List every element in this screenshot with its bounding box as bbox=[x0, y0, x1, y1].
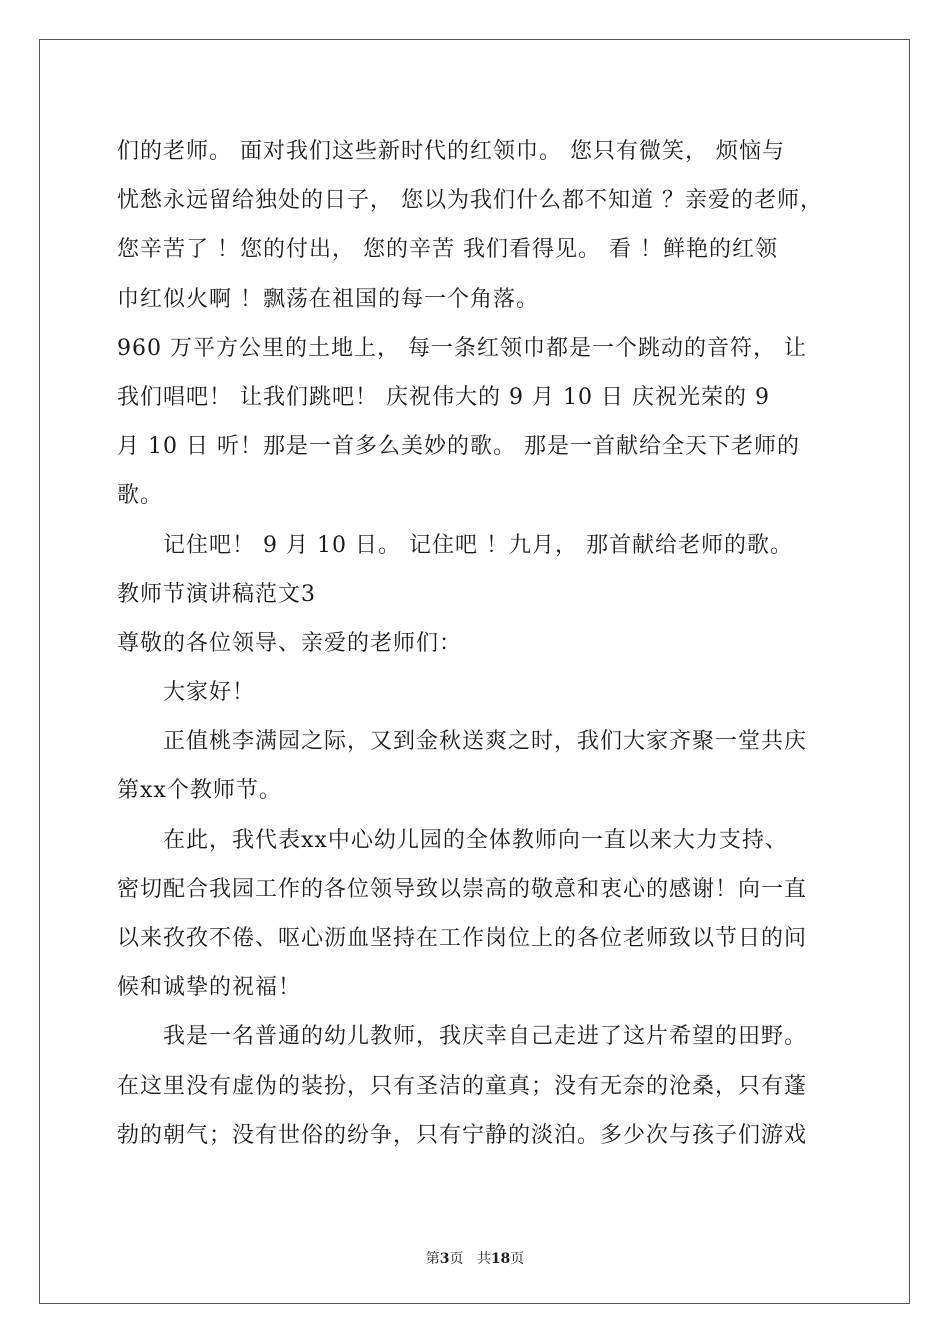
text-line: 大家好！ bbox=[163, 680, 256, 706]
text-line: 第xx个教师节。 bbox=[117, 778, 282, 804]
text-line: 勃的朝气；没有世俗的纷争，只有宁静的淡泊。多少次与孩子们游戏 bbox=[117, 1122, 808, 1148]
text-line: 密切配合我园工作的各位领导致以崇高的敬意和衷心的感谢！向一直 bbox=[117, 876, 808, 902]
text-line: 960 万平方公里的土地上， 每一条红领巾都是一个跳动的音符， 让 bbox=[117, 335, 807, 361]
page-footer bbox=[0, 1248, 950, 1268]
text-line: 我是一名普通的幼儿教师，我庆幸自己走进了这片希望的田野。 bbox=[163, 1024, 808, 1050]
text-line: 候和诚挚的祝福！ bbox=[117, 975, 302, 1001]
text-line: 以来孜孜不倦、呕心沥血坚持在工作岗位上的各位老师致以节日的问 bbox=[117, 926, 808, 951]
footer-page-prefix: 第 bbox=[425, 1251, 440, 1267]
footer-page-total: 18 bbox=[490, 1251, 511, 1267]
text-line: 教师节演讲稿范文3 bbox=[117, 581, 316, 607]
text-line: 正值桃李满园之际，又到金秋送爽之时，我们大家齐聚一堂共庆 bbox=[163, 729, 808, 755]
footer-total-prefix: 共 bbox=[476, 1251, 491, 1267]
text-line: 在此，我代表xx中心幼儿园的全体教师向一直以来大力支持、 bbox=[163, 827, 788, 853]
text-line: 们的老师。 面对我们这些新时代的红领巾。 您只有微笑， 烦恼与 bbox=[117, 139, 785, 164]
footer-page-unit: 页 bbox=[449, 1251, 464, 1267]
text-line: 忧愁永远留给独处的日子， 您以为我们什么都不知道 ？亲爱的老师， bbox=[117, 188, 823, 214]
text-line: 歌。 bbox=[117, 483, 164, 509]
text-line: 我们唱吧！ 让我们跳吧！ 庆祝伟大的 9 月 10 日 庆祝光荣的 9 bbox=[117, 384, 770, 410]
text-line: 尊敬的各位领导、亲爱的老师们： bbox=[117, 630, 463, 656]
text-line: 记住吧！ 9 月 10 日。 记住吧 ！九月， 那首献给老师的歌。 bbox=[163, 532, 793, 558]
footer-total-unit: 页 bbox=[510, 1251, 525, 1267]
footer-page-current: 3 bbox=[439, 1251, 450, 1267]
text-line: 巾红似火啊 ！飘荡在祖国的每一个角落。 bbox=[117, 286, 539, 312]
text-line: 月 10 日 听！那是一首多么美妙的歌。 那是一首献给全天下老师的 bbox=[117, 434, 800, 460]
text-line: 您辛苦了 ！您的付出， 您的辛苦 我们看得见。 看 ！鲜艳的红领 bbox=[117, 237, 778, 263]
text-line: 在这里没有虚伪的装扮，只有圣洁的童真；没有无奈的沧桑，只有蓬 bbox=[117, 1073, 808, 1099]
document-body bbox=[117, 128, 837, 1161]
